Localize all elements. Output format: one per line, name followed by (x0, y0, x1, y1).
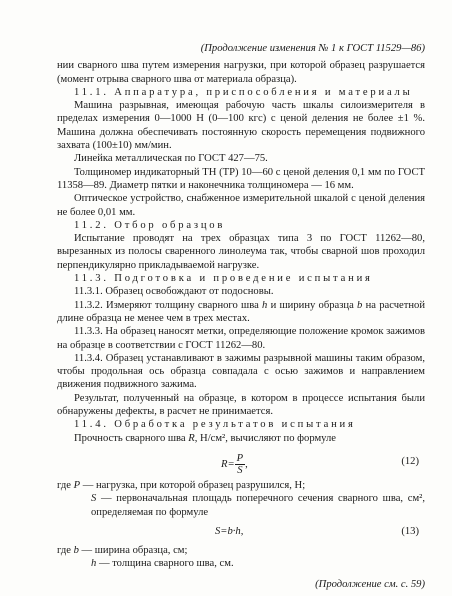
paragraph: нии сварного шва путем измерения нагрузки, при которой образец разрушается (момент отрыва сварного шва от материала образца). (57, 60, 425, 85)
running-header: (Продолжение изменения № 1 к ГОСТ 11529—86) (200, 43, 425, 54)
paragraph: 11.3.1. Образец освобождают от подосновы. (74, 286, 274, 298)
paragraph: Результат, полученный на образце, в котором в процессе испытания были обнаружены дефекты, в расчет не принимается. (57, 392, 425, 418)
formula-expression: R= $\frac{P}{S}$ , (221, 452, 248, 476)
section-heading-11-4: 11.4. Обработка результатов испытания (74, 419, 356, 431)
where-line: где b — ширина образца, см; (57, 544, 188, 556)
formula-expression: S=b·h, (215, 525, 244, 537)
formula-12 (57, 445, 425, 479)
formula-number: (12) (401, 455, 419, 467)
paragraph: Испытание проводят на трех образцах типа 3 по ГОСТ 11262—80, вырезанных из полосы сваренного линолеума так, чтобы сварной шов проходил перпендикулярно прикладываемой нагрузке. (57, 233, 425, 271)
paragraph: Оптическое устройство, снабженное измерительной шкалой с ценой деления не более 0,01 мм. (57, 193, 425, 218)
paragraph: Толщиномер индикаторный ТН (ТР) 10—60 с ценой деления 0,1 мм по ГОСТ 11358—89. Диаметр пятки и наконечника толщиномера — 16 мм. (57, 166, 425, 191)
section-heading-11-2: 11.2. Отбор образцов (74, 219, 226, 231)
where-line: h — толщина сварного шва, см. (91, 558, 234, 570)
formula-13 (57, 522, 425, 544)
paragraph: 11.3.4. Образец устанавливают в зажимы разрывной машины таким образом, чтобы продольная ось образца совпадала с осью зажимов и направлением движения подвижного зажима. (57, 352, 425, 391)
paragraph: Прочность сварного шва R, Н/см², вычисляют по формуле (74, 432, 336, 444)
paragraph: Машина разрывная, имеющая рабочую часть шкалы силоизмерителя в пределах измерения 0—1000 Н (0—100 кгс) с ценой деления не более ±1 %. Машина должна обеспечивать постоянную скорость перемещения подвижного захвата (100±10) мм/мин. (57, 100, 425, 152)
paragraph: 11.3.2. Измеряют толщину сварного шва h и ширину образца b на расчетной длине образца не менее чем в трех местах. (57, 299, 426, 324)
document-page (57, 42, 425, 592)
section-heading-11-3: 11.3. Подготовка и проведение испытания (74, 273, 373, 285)
where-line: S — первоначальная площадь поперечного сечения сварного шва, см², определяемая по формуле (91, 493, 425, 518)
formula-number: (13) (401, 525, 419, 537)
paragraph: Линейка металлическая по ГОСТ 427—75. (74, 153, 268, 165)
paragraph: 11.3.3. На образец наносят метки, определяющие положение кромок зажимов на образце в соответствии с ГОСТ 11262—80. (57, 326, 425, 351)
section-heading-11-1: 11.1. Аппаратура, приспособления и материалы (74, 86, 413, 98)
where-line: где P — нагрузка, при которой образец разрушился, Н; (57, 479, 306, 491)
continuation-note: (Продолжение см. с. 59) (315, 579, 425, 591)
